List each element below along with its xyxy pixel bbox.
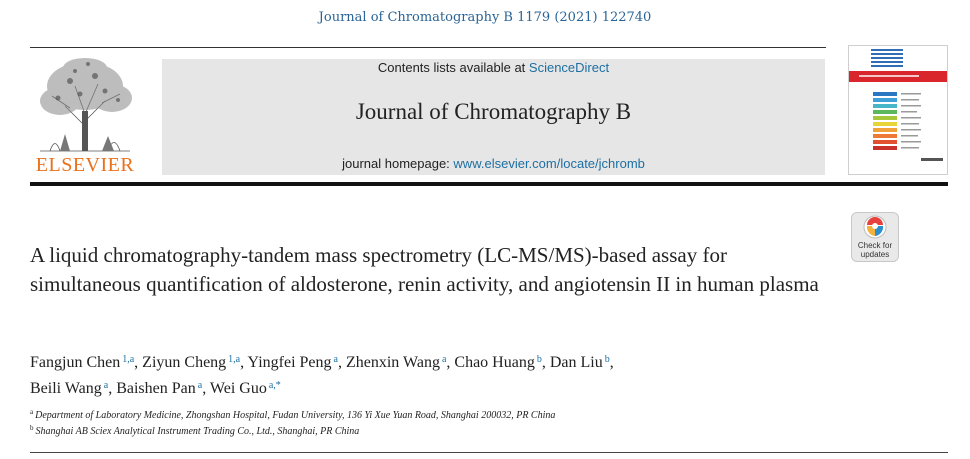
author-name: Beili Wang	[30, 380, 102, 397]
journal-cover-image	[849, 46, 947, 174]
author-affiliation-marker[interactable]: a,*	[268, 380, 281, 391]
author-8[interactable]	[116, 380, 210, 397]
author-separator: ,	[202, 380, 210, 397]
elsevier-tree-icon	[30, 56, 140, 156]
author-affiliation-marker[interactable]: a	[333, 354, 338, 365]
check-for-updates-line2: updates	[860, 250, 890, 259]
author-affiliation-marker[interactable]: a	[197, 380, 203, 391]
author-name: Dan Liu	[549, 354, 603, 371]
journal-cover-thumbnail[interactable]	[848, 45, 948, 175]
author-5[interactable]	[454, 354, 549, 371]
article-title: A liquid chromatography-tandem mass spectrometry (LC-MS/MS)-based assay for simultaneous quantification of aldosterone, renin activity, and angiotensin II in human plasma	[30, 243, 819, 296]
journal-masthead	[162, 59, 825, 175]
affiliation-label: a	[30, 408, 34, 416]
elsevier-wordmark: ELSEVIER	[35, 154, 135, 176]
author-6[interactable]	[550, 354, 614, 371]
author-separator: ,	[609, 354, 614, 371]
check-for-updates-badge[interactable]	[851, 212, 899, 262]
check-for-updates-label	[852, 241, 898, 259]
author-name: Chao Huang	[454, 354, 535, 371]
homepage-line	[162, 156, 825, 171]
affiliation-b	[30, 424, 830, 437]
author-affiliation-marker[interactable]: a	[441, 354, 447, 365]
author-name: Yingfei Peng	[247, 354, 332, 371]
author-name: Fangjun Chen	[30, 354, 121, 371]
homepage-link[interactable]: www.elsevier.com/locate/jchromb	[453, 156, 645, 171]
author-name: Zhenxin Wang	[345, 354, 440, 371]
author-3[interactable]	[248, 354, 346, 371]
contents-line	[162, 60, 825, 75]
affiliation-label: b	[30, 424, 34, 432]
author-1[interactable]	[30, 354, 142, 371]
author-separator: ,	[541, 354, 550, 371]
journal-citation: Journal of Chromatography B 1179 (2021) 122740	[318, 10, 652, 25]
header-rule	[30, 47, 826, 48]
affiliation-text: Department of Laboratory Medicine, Zhongshan Hospital, Fudan University, 136 Yi Xue Yuan Road, Shanghai 200032, PR China	[35, 410, 556, 421]
author-4[interactable]	[346, 354, 454, 371]
contents-prefix: Contents lists available at	[377, 60, 529, 75]
crossmark-icon	[852, 213, 898, 241]
author-affiliation-marker[interactable]: b	[604, 354, 610, 365]
author-separator: ,	[108, 380, 117, 397]
author-9[interactable]	[210, 380, 281, 397]
footer-rule	[30, 452, 948, 453]
sciencedirect-link[interactable]: ScienceDirect	[528, 60, 610, 75]
author-list	[30, 348, 830, 400]
author-separator: ,	[240, 354, 248, 371]
author-7[interactable]	[30, 380, 116, 397]
author-separator: ,	[446, 354, 455, 371]
author-name: Baishen Pan	[116, 380, 196, 397]
masthead-divider	[30, 182, 948, 186]
affiliation-text: Shanghai AB Sciex Analytical Instrument Trading Co., Ltd., Shanghai, PR China	[35, 426, 360, 437]
author-affiliation-marker[interactable]: 1,a	[122, 354, 135, 365]
author-affiliation-marker[interactable]: a	[103, 380, 109, 391]
author-affiliation-marker[interactable]: 1,a	[228, 354, 241, 365]
author-name: Wei Guo	[209, 380, 267, 397]
journal-title: Journal of Chromatography B	[355, 99, 632, 124]
author-affiliation-marker[interactable]: b	[536, 354, 542, 365]
author-name: Ziyun Cheng	[142, 354, 227, 371]
check-for-updates-line1: Check for	[857, 241, 893, 250]
author-separator: ,	[337, 354, 346, 371]
affiliation-a	[30, 408, 830, 421]
homepage-prefix: journal homepage:	[342, 156, 454, 171]
author-separator: ,	[134, 354, 143, 371]
author-2[interactable]	[142, 354, 247, 371]
